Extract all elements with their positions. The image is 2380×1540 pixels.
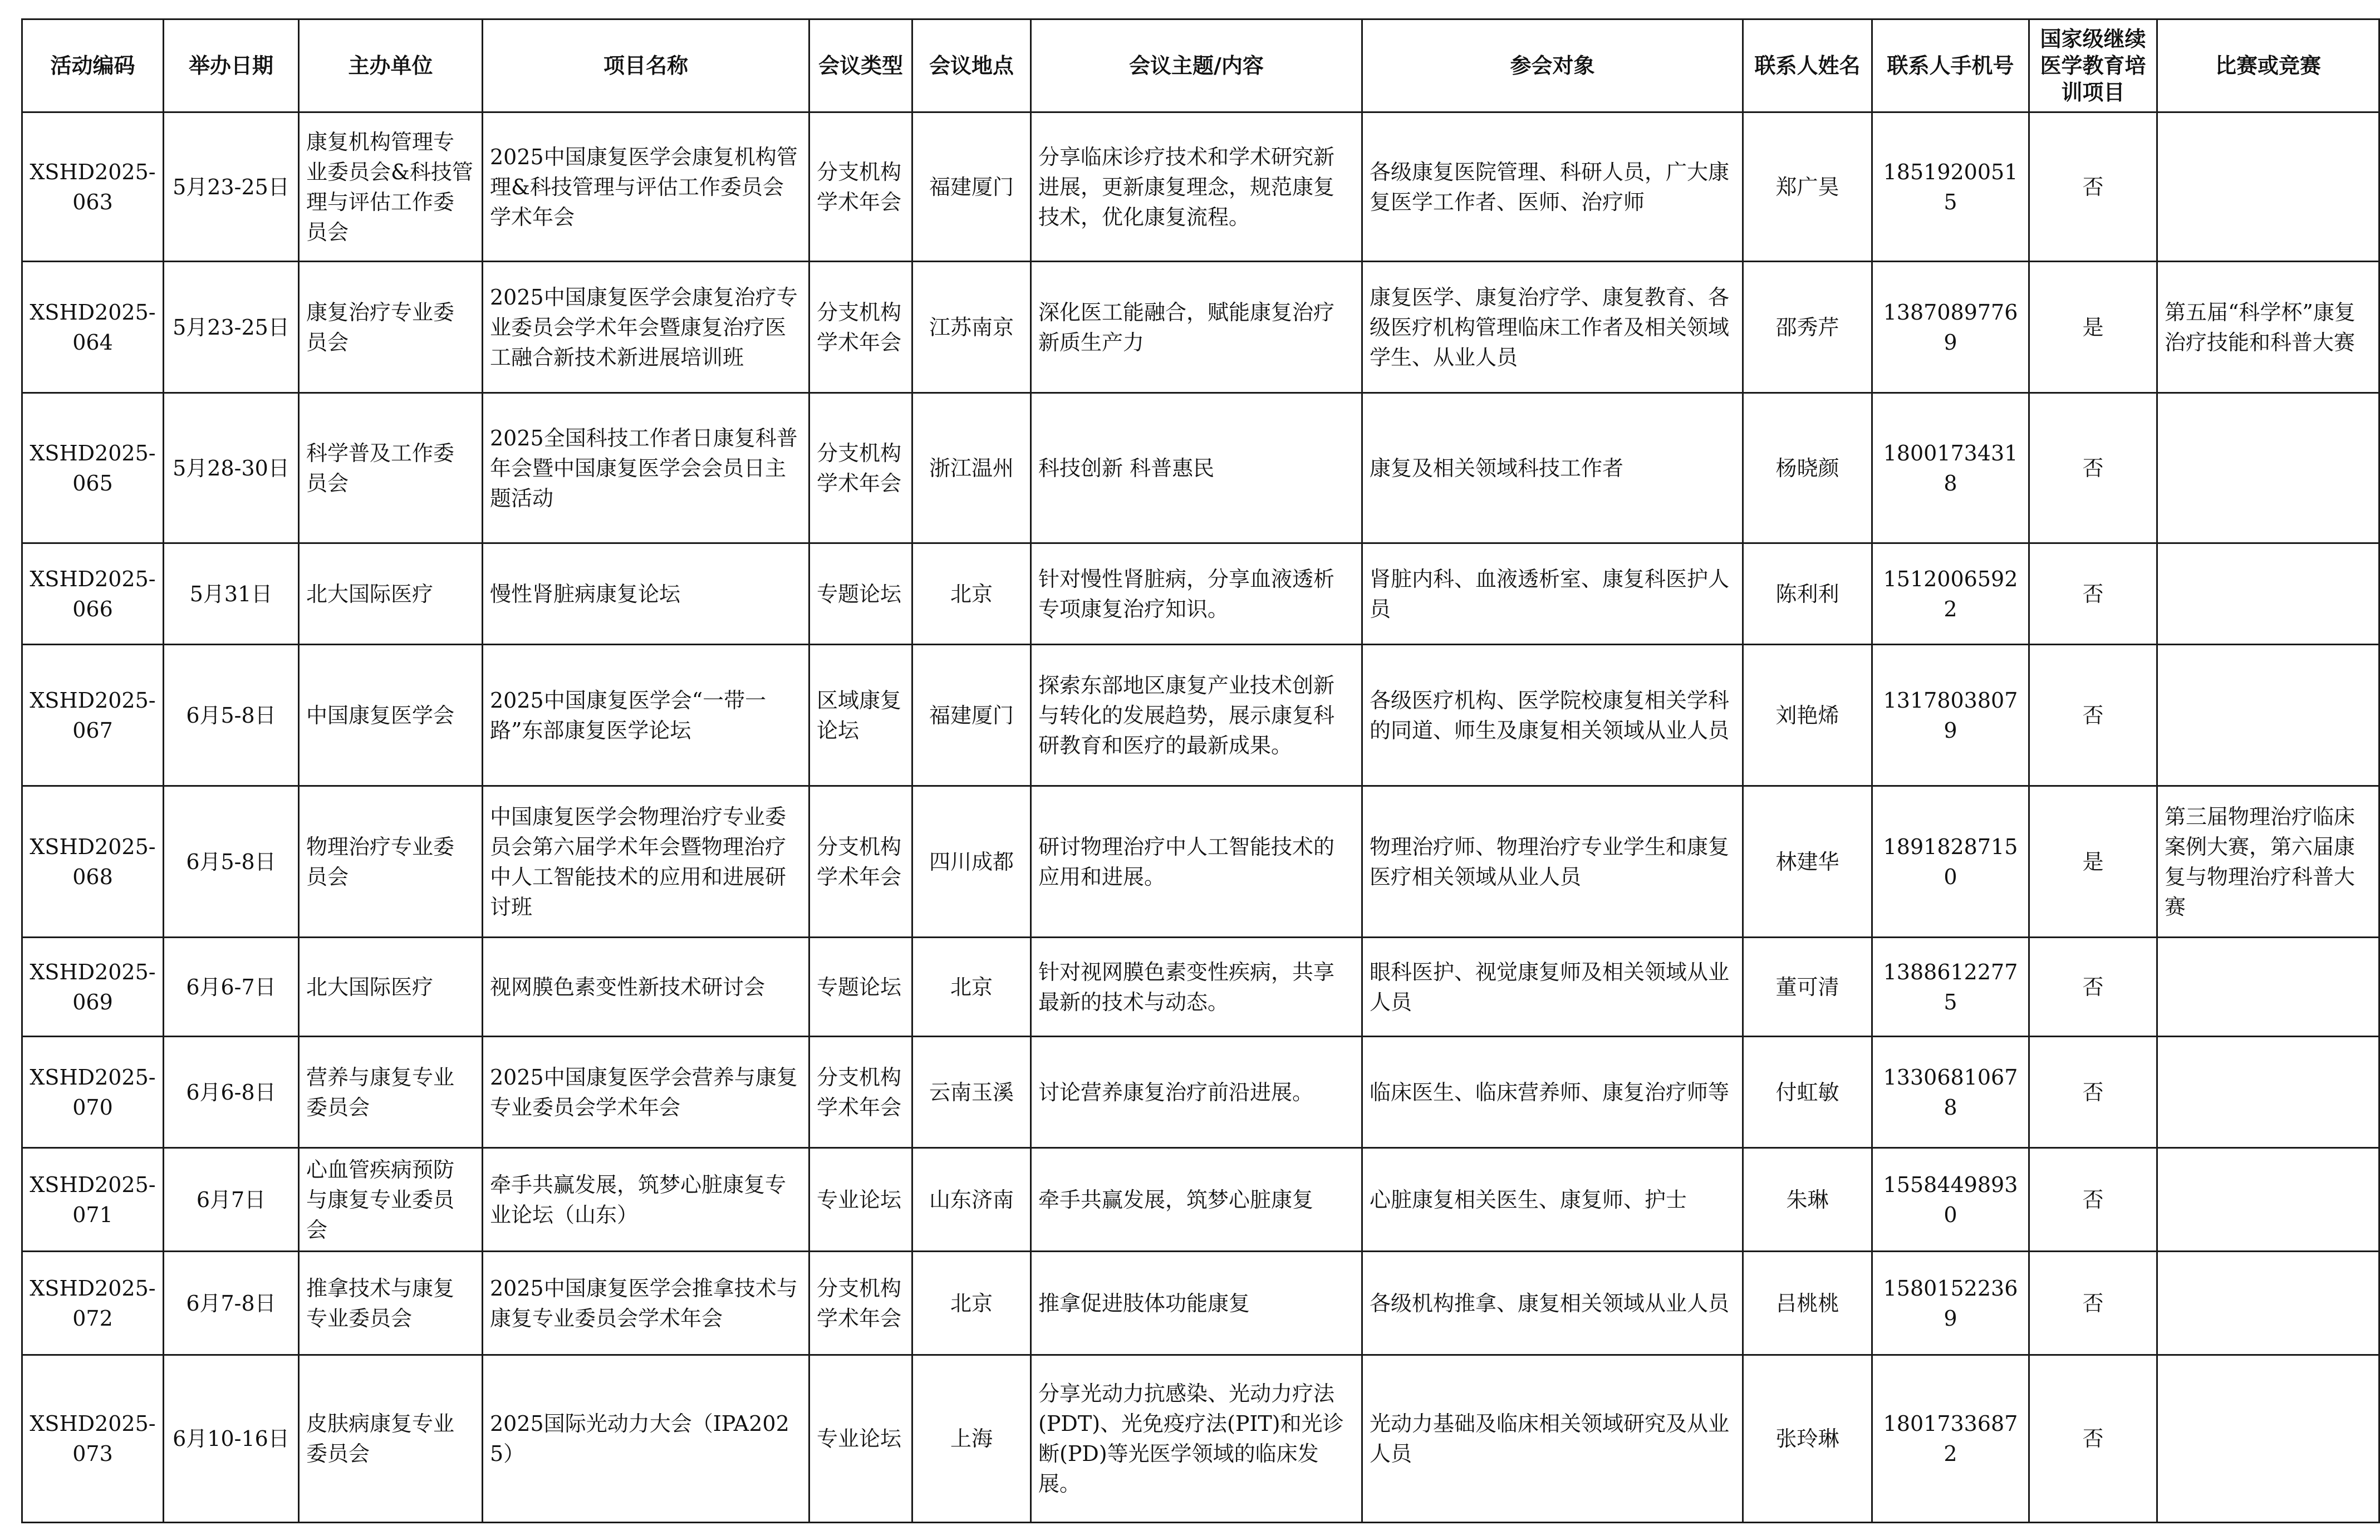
cell-contact: 刘艳烯: [1743, 645, 1872, 786]
cell-audience: 康复医学、康复治疗学、康复教育、各级医疗机构管理临床工作者及相关领域学生、从业人员: [1362, 262, 1743, 393]
cell-location: 北京: [912, 543, 1031, 645]
header-phone: 联系人手机号: [1872, 19, 2029, 112]
cell-theme: 针对视网膜色素变性疾病，共享最新的技术与动态。: [1031, 938, 1362, 1037]
cell-location: 北京: [912, 938, 1031, 1037]
cell-phone: 18918287150: [1872, 786, 2029, 938]
cell-phone: 13886122775: [1872, 938, 2029, 1037]
cell-code: XSHD2025-069: [22, 938, 164, 1037]
cell-cme: 否: [2029, 1037, 2157, 1148]
cell-date: 6月7-8日: [164, 1252, 299, 1355]
cell-date: 6月7日: [164, 1148, 299, 1252]
cell-theme: 研讨物理治疗中人工智能技术的应用和进展。: [1031, 786, 1362, 938]
cell-type: 专题论坛: [809, 938, 912, 1037]
cell-cme: 否: [2029, 1355, 2157, 1523]
cell-audience: 光动力基础及临床相关领域研究及从业人员: [1362, 1355, 1743, 1523]
cell-code: XSHD2025-071: [22, 1148, 164, 1252]
cell-contact: 董可清: [1743, 938, 1872, 1037]
cell-audience: 临床医生、临床营养师、康复治疗师等: [1362, 1037, 1743, 1148]
cell-type: 专题论坛: [809, 543, 912, 645]
cell-code: XSHD2025-066: [22, 543, 164, 645]
cell-date: 6月6-8日: [164, 1037, 299, 1148]
cell-location: 云南玉溪: [912, 1037, 1031, 1148]
table-row: [22, 938, 2379, 1037]
cell-theme: 针对慢性肾脏病，分享血液透析专项康复治疗知识。: [1031, 543, 1362, 645]
cell-contact: 邵秀芹: [1743, 262, 1872, 393]
cell-type: 分支机构学术年会: [809, 786, 912, 938]
cell-cme: 否: [2029, 645, 2157, 786]
cell-contest: 第三届物理治疗临床案例大赛，第六届康复与物理治疗科普大赛: [2157, 786, 2379, 938]
cell-org: 北大国际医疗: [299, 543, 483, 645]
cell-contact: 朱琳: [1743, 1148, 1872, 1252]
cell-code: XSHD2025-064: [22, 262, 164, 393]
header-audience: 参会对象: [1362, 19, 1743, 112]
cell-cme: 否: [2029, 112, 2157, 262]
cell-type: 分支机构学术年会: [809, 112, 912, 262]
cell-org: 皮肤病康复专业委员会: [299, 1355, 483, 1523]
header-code: 活动编码: [22, 19, 164, 112]
cell-code: XSHD2025-065: [22, 393, 164, 543]
cell-contest: [2157, 1252, 2379, 1355]
cell-project: 慢性肾脏病康复论坛: [483, 543, 809, 645]
cell-project: 2025全国科技工作者日康复科普年会暨中国康复医学会会员日主题活动: [483, 393, 809, 543]
cell-cme: 否: [2029, 543, 2157, 645]
cell-type: 专业论坛: [809, 1148, 912, 1252]
cell-theme: 推拿促进肢体功能康复: [1031, 1252, 1362, 1355]
cell-audience: 各级医疗机构、医学院校康复相关学科的同道、师生及康复相关领域从业人员: [1362, 645, 1743, 786]
cell-date: 6月5-8日: [164, 786, 299, 938]
cell-cme: 否: [2029, 393, 2157, 543]
cell-type: 专业论坛: [809, 1355, 912, 1523]
header-project: 项目名称: [483, 19, 809, 112]
table-row: [22, 786, 2379, 938]
cell-location: 北京: [912, 1252, 1031, 1355]
cell-contact: 吕桃桃: [1743, 1252, 1872, 1355]
cell-phone: 13870897769: [1872, 262, 2029, 393]
cell-contest: [2157, 393, 2379, 543]
table-row: [22, 1355, 2379, 1523]
cell-type: 分支机构学术年会: [809, 262, 912, 393]
cell-org: 北大国际医疗: [299, 938, 483, 1037]
cell-code: XSHD2025-073: [22, 1355, 164, 1523]
cell-project: 2025国际光动力大会（IPA2025）: [483, 1355, 809, 1523]
cell-phone: 18001734318: [1872, 393, 2029, 543]
cell-org: 科学普及工作委员会: [299, 393, 483, 543]
cell-contest: 第五届“科学杯”康复治疗技能和科普大赛: [2157, 262, 2379, 393]
table-row: [22, 1252, 2379, 1355]
cell-location: 浙江温州: [912, 393, 1031, 543]
cell-type: 分支机构学术年会: [809, 1037, 912, 1148]
cell-theme: 牵手共赢发展，筑梦心脏康复: [1031, 1148, 1362, 1252]
cell-location: 福建厦门: [912, 645, 1031, 786]
cell-location: 山东济南: [912, 1148, 1031, 1252]
cell-theme: 讨论营养康复治疗前沿进展。: [1031, 1037, 1362, 1148]
cell-cme: 否: [2029, 1252, 2157, 1355]
header-row: [22, 19, 2379, 112]
cell-cme: 否: [2029, 938, 2157, 1037]
cell-code: XSHD2025-063: [22, 112, 164, 262]
cell-project: 中国康复医学会物理治疗专业委员会第六届学术年会暨物理治疗中人工智能技术的应用和进展研讨班: [483, 786, 809, 938]
header-location: 会议地点: [912, 19, 1031, 112]
cell-contest: [2157, 645, 2379, 786]
cell-date: 6月10-16日: [164, 1355, 299, 1523]
cell-contact: 张玲琳: [1743, 1355, 1872, 1523]
cell-contact: 林建华: [1743, 786, 1872, 938]
cell-theme: 分享光动力抗感染、光动力疗法(PDT)、光免疫疗法(PIT)和光诊断(PD)等光医学领域的临床发展。: [1031, 1355, 1362, 1523]
cell-contact: 陈利利: [1743, 543, 1872, 645]
cell-theme: 分享临床诊疗技术和学术研究新进展，更新康复理念，规范康复技术，优化康复流程。: [1031, 112, 1362, 262]
table-row: [22, 645, 2379, 786]
cell-phone: 13178038079: [1872, 645, 2029, 786]
cell-code: XSHD2025-070: [22, 1037, 164, 1148]
cell-contest: [2157, 1037, 2379, 1148]
cell-type: 分支机构学术年会: [809, 393, 912, 543]
cell-contest: [2157, 938, 2379, 1037]
table-row: [22, 262, 2379, 393]
cell-contest: [2157, 112, 2379, 262]
cell-audience: 康复及相关领域科技工作者: [1362, 393, 1743, 543]
header-date: 举办日期: [164, 19, 299, 112]
cell-contact: 郑广昊: [1743, 112, 1872, 262]
cell-org: 推拿技术与康复专业委员会: [299, 1252, 483, 1355]
cell-date: 6月5-8日: [164, 645, 299, 786]
cell-audience: 各级康复医院管理、科研人员，广大康复医学工作者、医师、治疗师: [1362, 112, 1743, 262]
cell-cme: 是: [2029, 262, 2157, 393]
cell-date: 5月28-30日: [164, 393, 299, 543]
cell-date: 5月31日: [164, 543, 299, 645]
cell-location: 福建厦门: [912, 112, 1031, 262]
cell-audience: 肾脏内科、血液透析室、康复科医护人员: [1362, 543, 1743, 645]
cell-org: 中国康复医学会: [299, 645, 483, 786]
cell-location: 上海: [912, 1355, 1031, 1523]
cell-audience: 心脏康复相关医生、康复师、护士: [1362, 1148, 1743, 1252]
cell-org: 康复机构管理专业委员会&科技管理与评估工作委员会: [299, 112, 483, 262]
cell-contact: 付虹敏: [1743, 1037, 1872, 1148]
cell-code: XSHD2025-067: [22, 645, 164, 786]
cell-date: 5月23-25日: [164, 262, 299, 393]
cell-org: 营养与康复专业委员会: [299, 1037, 483, 1148]
header-theme: 会议主题/内容: [1031, 19, 1362, 112]
cell-date: 6月6-7日: [164, 938, 299, 1037]
cell-audience: 物理治疗师、物理治疗专业学生和康复医疗相关领域从业人员: [1362, 786, 1743, 938]
cell-theme: 深化医工能融合，赋能康复治疗新质生产力: [1031, 262, 1362, 393]
cell-audience: 各级机构推拿、康复相关领域从业人员: [1362, 1252, 1743, 1355]
cell-project: 视网膜色素变性新技术研讨会: [483, 938, 809, 1037]
cell-phone: 13306810678: [1872, 1037, 2029, 1148]
cell-phone: 15801522369: [1872, 1252, 2029, 1355]
cell-contest: [2157, 543, 2379, 645]
header-contact: 联系人姓名: [1743, 19, 1872, 112]
header-cme: 国家级继续医学教育培训项目: [2029, 19, 2157, 112]
cell-location: 江苏南京: [912, 262, 1031, 393]
cell-project: 2025中国康复医学会康复机构管理&科技管理与评估工作委员会学术年会: [483, 112, 809, 262]
cell-phone: 18017336872: [1872, 1355, 2029, 1523]
activity-table: [21, 18, 2380, 1523]
cell-cme: 否: [2029, 1148, 2157, 1252]
cell-contest: [2157, 1148, 2379, 1252]
cell-project: 2025中国康复医学会推拿技术与康复专业委员会学术年会: [483, 1252, 809, 1355]
cell-org: 物理治疗专业委员会: [299, 786, 483, 938]
cell-theme: 科技创新 科普惠民: [1031, 393, 1362, 543]
cell-phone: 15584498930: [1872, 1148, 2029, 1252]
header-contest: 比赛或竞赛: [2157, 19, 2379, 112]
table-row: [22, 1148, 2379, 1252]
cell-phone: 15120065922: [1872, 543, 2029, 645]
cell-org: 康复治疗专业委员会: [299, 262, 483, 393]
cell-theme: 探索东部地区康复产业技术创新与转化的发展趋势，展示康复科研教育和医疗的最新成果。: [1031, 645, 1362, 786]
cell-audience: 眼科医护、视觉康复师及相关领域从业人员: [1362, 938, 1743, 1037]
table-row: [22, 112, 2379, 262]
cell-contact: 杨晓颜: [1743, 393, 1872, 543]
cell-contest: [2157, 1355, 2379, 1523]
cell-type: 分支机构学术年会: [809, 1252, 912, 1355]
cell-code: XSHD2025-072: [22, 1252, 164, 1355]
cell-date: 5月23-25日: [164, 112, 299, 262]
cell-type: 区域康复论坛: [809, 645, 912, 786]
cell-code: XSHD2025-068: [22, 786, 164, 938]
table-row: [22, 543, 2379, 645]
cell-project: 2025中国康复医学会康复治疗专业委员会学术年会暨康复治疗医工融合新技术新进展培训班: [483, 262, 809, 393]
cell-phone: 18519200515: [1872, 112, 2029, 262]
table-row: [22, 393, 2379, 543]
header-org: 主办单位: [299, 19, 483, 112]
cell-location: 四川成都: [912, 786, 1031, 938]
table-row: [22, 1037, 2379, 1148]
cell-project: 2025中国康复医学会营养与康复专业委员会学术年会: [483, 1037, 809, 1148]
cell-project: 牵手共赢发展，筑梦心脏康复专业论坛（山东）: [483, 1148, 809, 1252]
cell-org: 心血管疾病预防与康复专业委员会: [299, 1148, 483, 1252]
header-type: 会议类型: [809, 19, 912, 112]
cell-project: 2025中国康复医学会“一带一路”东部康复医学论坛: [483, 645, 809, 786]
cell-cme: 是: [2029, 786, 2157, 938]
